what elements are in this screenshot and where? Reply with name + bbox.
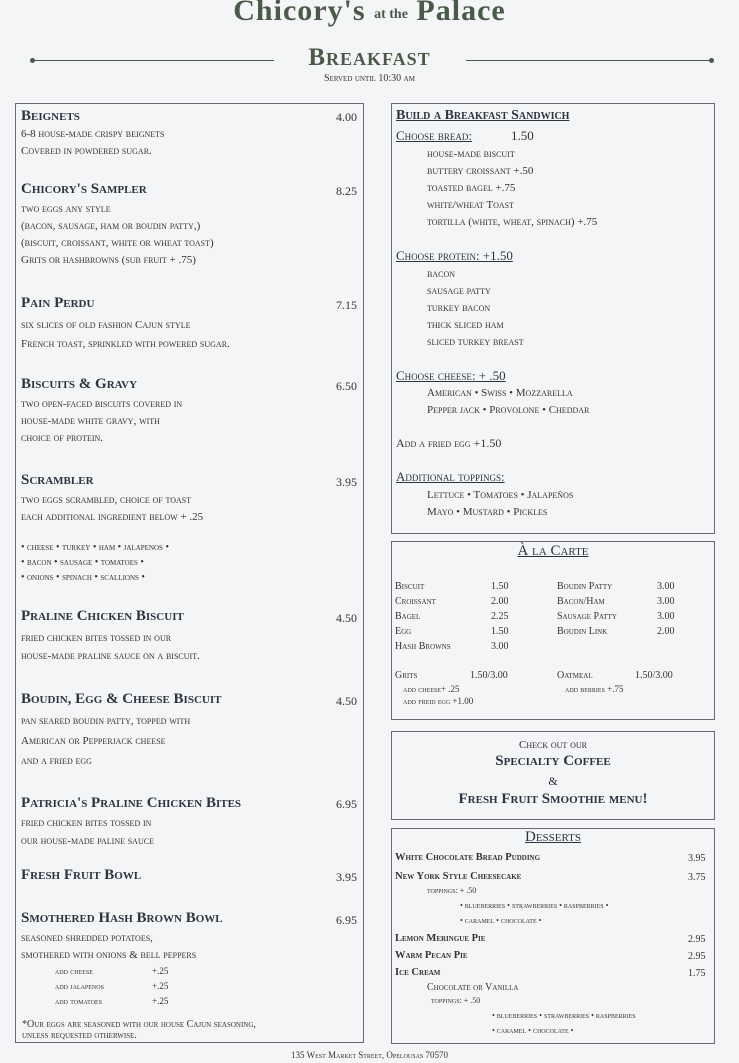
item-name: Praline Chicken Biscuit: [21, 608, 184, 624]
cheesecake-toppings-label: toppings: + .50: [427, 886, 477, 895]
alacarte-price: 1.50: [491, 626, 509, 637]
alacarte-title: À la Carte: [517, 543, 589, 559]
item-desc: six slices of old fashion Cajun style: [21, 319, 191, 331]
footer-address: 135 West Market Street, Opelousas 70570: [290, 1050, 448, 1060]
topping-option: Lettuce • Tomatoes • Jalapeños: [427, 489, 574, 501]
item-desc: Covered in powdered sugar.: [21, 145, 152, 157]
alacarte-item: Croissant: [395, 596, 436, 607]
oatmeal-label: Oatmeal: [557, 670, 593, 681]
alacarte-item: Boudin Link: [557, 626, 608, 637]
item-price: 3.95: [336, 870, 357, 884]
protein-heading: [396, 248, 513, 264]
icecream-flavors: Chocolate or Vanilla: [427, 982, 519, 993]
item-desc: each additional ingredient below + .25: [21, 511, 204, 523]
alacarte-price: 2.25: [491, 611, 509, 622]
protein-price: : +1.50: [475, 248, 513, 263]
toppings-label: Additional toppings: [396, 469, 501, 484]
item-price: 4.50: [336, 694, 357, 708]
title-small: at the: [374, 7, 408, 22]
item-desc: (biscuit, croissant, white or wheat toast): [21, 237, 214, 249]
item-desc: pan seared boudin patty, topped with: [21, 715, 191, 727]
grits-label: Grits: [395, 670, 418, 681]
grits-price: 1.50/3.00: [470, 670, 508, 681]
dessert-item: Warm Pecan Pie: [395, 950, 468, 961]
smoothie-menu: Fresh Fruit Smoothie menu!: [458, 791, 648, 807]
grits-addon: add freid egg +1.00: [403, 696, 474, 706]
item-desc: French toast, sprinkled with powered sugar.: [21, 338, 230, 350]
item-name: Chicory's Sampler: [21, 181, 147, 197]
dessert-price: 2.95: [688, 951, 706, 962]
addon-label: add tomatoes: [55, 996, 103, 1006]
cheesecake-toppings: • caramel • chocolate •: [460, 916, 542, 925]
alacarte-item: Sausage Patty: [557, 611, 617, 622]
grits-addon: add cheese+ .25: [403, 684, 460, 694]
icecream-toppings: • blueberries • strawberries • raspberries: [492, 1011, 636, 1020]
protein-option: sausage patty: [427, 285, 491, 297]
item-name: Smothered Hash Brown Bowl: [21, 910, 223, 926]
item-price: 8.25: [336, 184, 357, 198]
alacarte-item: Bagel: [395, 611, 421, 622]
item-desc: house-made praline sauce on a biscuit.: [21, 650, 200, 662]
dessert-price: 3.95: [688, 853, 706, 864]
specialty-amp: &: [548, 774, 558, 788]
bread-option: buttery croissant +.50: [427, 165, 534, 177]
bread-option: white/wheat Toast: [427, 199, 514, 211]
item-price: 7.15: [336, 298, 357, 312]
bread-option: toasted bagel +.75: [427, 182, 516, 194]
addon-label: add jalapenos: [55, 981, 104, 991]
item-desc: two open-faced biscuits covered in: [21, 398, 183, 410]
scrambler-options: • bacon • sausage • tomatoes •: [21, 557, 144, 568]
item-desc: two eggs scrambled, choice of toast: [21, 494, 192, 506]
item-desc: American or Pepperjack cheese: [21, 735, 166, 747]
dessert-price: 2.95: [688, 934, 706, 945]
protein-label: Choose protein: [396, 248, 476, 263]
cheese-option: American • Swiss • Mozzarella: [427, 387, 573, 399]
item-name: Patricia's Praline Chicken Bites: [21, 795, 242, 811]
alacarte-item: Boudin Patty: [557, 581, 613, 592]
specialty-line: Check out our: [519, 739, 587, 751]
title-main: Chicory's: [233, 0, 366, 27]
alacarte-item: Egg: [395, 626, 412, 637]
section-title: Breakfast: [308, 44, 431, 71]
dessert-item: Lemon Meringue Pie: [395, 933, 486, 944]
alacarte-price: 3.00: [657, 611, 675, 622]
item-desc: seasoned shredded potatoes,: [21, 932, 153, 944]
alacarte-price: 3.00: [657, 596, 675, 607]
item-desc: fried chicken bites tossed in: [21, 817, 152, 829]
bread-option: house-made biscuit: [427, 148, 515, 160]
restaurant-title: [0, 0, 739, 28]
item-desc: smothered with onions & bell peppers: [21, 949, 197, 961]
served-until: Served until 10:30 am: [324, 73, 415, 84]
title-end: Palace: [416, 0, 506, 27]
item-name: Scrambler: [21, 472, 94, 488]
item-name: Biscuits & Gravy: [21, 376, 138, 392]
topping-option: Mayo • Mustard • Pickles: [427, 506, 548, 518]
protein-option: turkey bacon: [427, 302, 491, 314]
icecream-toppings: • caramel • chocolate •: [492, 1026, 574, 1035]
bread-option: tortilla (white, wheat, spinach) +.75: [427, 216, 598, 228]
item-name: Fresh Fruit Bowl: [21, 867, 142, 883]
item-price: 6.50: [336, 379, 357, 393]
alacarte-price: 3.00: [491, 641, 509, 652]
alacarte-item: Bacon/Ham: [557, 596, 605, 607]
item-desc: house-made white gravy, with: [21, 415, 160, 427]
toppings-heading: [396, 469, 505, 485]
item-price: 6.95: [336, 797, 357, 811]
item-desc: and a fried egg: [21, 755, 92, 767]
item-desc: our house-made paline sauce: [21, 835, 154, 847]
protein-option: sliced turkey breast: [427, 336, 524, 348]
egg-note: unless requested otherwise.: [22, 1030, 137, 1041]
cheesecake-toppings: • blueberries • strawberries • raspberries •: [460, 901, 609, 910]
cheese-option: Pepper jack • Provolone • Cheddar: [427, 404, 590, 416]
bread-heading: [396, 128, 472, 144]
alacarte-price: 1.50: [491, 581, 509, 592]
egg-note: *Our eggs are seasoned with our house Cajun seasoning,: [22, 1019, 256, 1030]
specialty-coffee: Specialty Coffee: [495, 753, 611, 769]
item-desc: fried chicken bites tossed in our: [21, 632, 172, 644]
oatmeal-price: 1.50/3.00: [635, 670, 673, 681]
dessert-price: 3.75: [688, 872, 706, 883]
cheese-price: : + .50: [471, 368, 506, 383]
oatmeal-addon: add berries +.75: [565, 684, 624, 694]
alacarte-price: 2.00: [657, 626, 675, 637]
dessert-item: New York Style Cheesecake: [395, 871, 522, 882]
addon-price: +.25: [152, 981, 169, 991]
protein-option: thick sliced ham: [427, 319, 504, 331]
item-price: 4.50: [336, 611, 357, 625]
addon-price: +.25: [152, 996, 169, 1006]
toppings-colon: :: [500, 469, 505, 484]
scrambler-options: • cheese • turkey • ham • jalapenos •: [21, 542, 169, 553]
icecream-toppings-label: toppings: + .50: [431, 996, 481, 1005]
desserts-title: Desserts: [524, 829, 582, 845]
bread-label: Choose bread:: [396, 128, 473, 143]
alacarte-price: 3.00: [657, 581, 675, 592]
cheese-heading: [396, 368, 506, 384]
dessert-item: Ice Cream: [395, 967, 441, 978]
item-desc: (bacon, sausage, ham or boudin patty,): [21, 220, 201, 232]
alacarte-price: 2.00: [491, 596, 509, 607]
item-price: 4.00: [336, 110, 357, 124]
item-desc: 6-8 house-made crispy beignets: [21, 128, 165, 140]
item-desc: two eggs any style: [21, 203, 111, 215]
sandwich-title: Build a Breakfast Sandwich: [396, 108, 570, 123]
alacarte-item: Biscuit: [395, 581, 425, 592]
item-name: Boudin, Egg & Cheese Biscuit: [21, 691, 222, 707]
dessert-price: 1.75: [688, 968, 706, 979]
fried-egg-addon: Add a fried egg +1.50: [396, 436, 502, 450]
item-price: 6.95: [336, 913, 357, 927]
alacarte-item: Hash Browns: [395, 641, 451, 652]
item-name: Beignets: [21, 108, 80, 124]
scrambler-options: • onions • spinach • scallions •: [21, 572, 145, 583]
item-price: 3.95: [336, 475, 357, 489]
item-name: Pain Perdu: [21, 295, 95, 311]
addon-price: +.25: [152, 966, 169, 976]
protein-option: bacon: [427, 268, 456, 280]
addon-label: add cheese: [55, 966, 93, 976]
dessert-item: White Chocolate Bread Pudding: [395, 852, 541, 863]
item-desc: Grits or hashbrowns (sub fruit + .75): [21, 254, 196, 266]
bread-price: 1.50: [511, 128, 534, 143]
cheese-label: Choose cheese: [396, 368, 472, 383]
item-desc: choice of protein.: [21, 432, 104, 444]
